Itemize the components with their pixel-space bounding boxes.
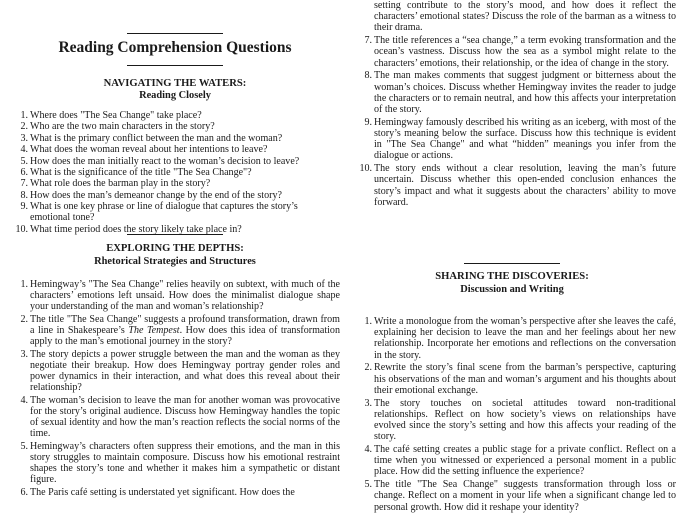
question-text: The Paris café setting is understated yet significant. How does the: [30, 486, 295, 498]
list-item: [352, 316, 676, 361]
question-number: 6 .: [8, 167, 28, 178]
title-top-rule: [127, 33, 223, 34]
question-text: The woman’s decision to leave the man for another woman was provocative for the story’s original audience. Discuss how Hemingway handles the topic of sexual identity and how the man’s reaction reflects the social norms of the time.: [30, 394, 340, 440]
question-text: Where does "The Sea Change" take place?: [30, 110, 202, 121]
question-number: 4 .: [8, 395, 28, 406]
question-text-part: . How does this idea of transformation apply to the man’s emotional journey in the story?: [30, 325, 340, 348]
list-item: [8, 167, 340, 178]
question-text: Hemingway’s "The Sea Change" relies heavily on subtext, with much of the characters’ emotions left unsaid. How does the minimalist dialogue shape your understanding of the man and woman’s relationship?: [30, 279, 340, 313]
question-number: 5 .: [8, 156, 28, 167]
question-number: 4 .: [8, 144, 28, 155]
question-text: The story touches on societal attitudes toward non-traditional relationships. Reflect on how society’s views on relationships have evolved since the story’s setting and how this affects your reading of the story.: [374, 397, 676, 443]
discussion-subheading: Discussion and Writing: [460, 284, 564, 295]
question-number: 7 .: [8, 178, 28, 189]
question-number: 6 .: [8, 487, 28, 498]
reading-closely-list: [8, 110, 340, 235]
question-number: 3 .: [8, 133, 28, 144]
list-item: [8, 349, 340, 394]
question-number: 1 .: [8, 110, 28, 121]
rhetorical-heading: EXPLORING THE DEPTHS:: [106, 243, 244, 254]
question-text: The title references a “sea change,” a term evoking transformation and the ocean’s vastness. Discuss how the sea as a symbol might relate to the characters’ emotions, their relationship, or the idea of change in the story.: [374, 35, 676, 69]
question-text: What is the primary conflict between the man and the woman?: [30, 132, 283, 144]
list-item: [8, 201, 340, 223]
question-text: What is the significance of the title "The Sea Change"?: [30, 166, 252, 178]
list-item: [352, 117, 676, 162]
question-number: 3 .: [352, 398, 372, 409]
question-number: 7 .: [352, 35, 372, 46]
question-text: What is one key phrase or line of dialogue that captures the story’s emotional tone?: [30, 201, 298, 224]
rhetorical-list-part1: [8, 279, 340, 499]
question-number: 8 .: [352, 70, 372, 81]
list-item: [352, 444, 676, 478]
list-item: [352, 479, 676, 513]
question-text: Hemingway famously described his writing as an iceberg, with most of the story’s meaning below the surface. Discuss how this technique is evident in "The Sea Change" and what “hidden” meanings you infer from the dialogue or actions.: [374, 116, 676, 162]
play-title: The Tempest: [128, 325, 180, 336]
question-text: Rewrite the story’s final scene from the barman’s perspective, capturing his observations of the man and woman’s argument and his thoughts about their emotional exchange.: [374, 362, 676, 396]
question-number: 5 .: [352, 479, 372, 490]
question-number: 10 .: [352, 163, 372, 174]
question-number: 9 .: [8, 201, 28, 212]
list-item: [352, 0, 676, 34]
list-item: [8, 133, 340, 144]
list-item: [352, 163, 676, 208]
list-item: [8, 441, 340, 486]
list-item: [8, 314, 340, 348]
list-item: [8, 279, 340, 313]
q6-continuation: setting contribute to the story’s mood, and how does it reflect the characters’ emotional states? Discuss the role of the barman as a witness to their drama.: [374, 0, 676, 34]
question-text: The café setting creates a public stage for a private conflict. Reflect on a time when you witnessed or experienced a personal moment in a public place. How did the setting influence the experience?: [374, 444, 676, 478]
question-text: How does the man initially react to the woman’s decision to leave?: [30, 155, 300, 167]
question-text: What role does the barman play in the story?: [30, 178, 211, 190]
question-number: 2 .: [8, 314, 28, 325]
left-column: [0, 0, 344, 516]
discussion-heading: SHARING THE DISCOVERIES:: [435, 271, 589, 282]
question-text: Write a monologue from the woman’s perspective after she leaves the café, explaining her decision to leave the man and her feelings about her new relationship. Incorporate her emotions and reflections on the conversation in the story.: [374, 316, 676, 361]
discussion-top-rule: [464, 263, 560, 264]
question-number: 9 .: [352, 117, 372, 128]
question-text: Hemingway’s characters often suppress their emotions, and the man in this story struggles to maintain composure. Discuss how his emotional restraint shapes the story’s tone and whether it makes him a sympathetic or distant figure.: [30, 440, 340, 486]
question-text: [30, 314, 340, 348]
rhetorical-subheading: Rhetorical Strategies and Structures: [94, 256, 256, 267]
question-text: The title "The Sea Change" suggests transformation through loss or change. Reflect on a moment in your life when a significant change led to personal growth. How did it reshape your identity?: [374, 479, 676, 513]
list-item: [8, 110, 340, 121]
list-item: [8, 190, 340, 201]
question-number: 5 .: [8, 441, 28, 452]
question-number: 1 .: [352, 316, 372, 327]
question-text-part: The title "The Sea Change" suggests a profound transformation, drawn from a line in Shakespeare’s: [30, 313, 340, 336]
list-item: [352, 362, 676, 396]
question-text: The story ends without a clear resolution, leaving the man’s future uncertain. Discuss whether this open-ended conclusion enhances the story’s impact and what it suggests about the characters’ ability to move forward.: [374, 163, 676, 208]
question-number: 3 .: [8, 349, 28, 360]
question-number: 8 .: [8, 190, 28, 201]
list-item: [352, 70, 676, 115]
question-number: 1 .: [8, 279, 28, 290]
question-text: What time period does the story likely take place in?: [30, 223, 242, 235]
list-item: [8, 178, 340, 189]
rhetorical-list-part2: [352, 0, 676, 210]
reading-closely-heading: NAVIGATING THE WATERS:: [103, 78, 247, 89]
question-text: The story depicts a power struggle between the man and the woman as they negotiate their breakup. How does Hemingway portray gender roles and power dynamics in their interaction, and what does this reveal about their relationship?: [30, 348, 340, 394]
page-title: Reading Comprehension Questions: [58, 39, 292, 56]
list-item: [8, 121, 340, 132]
question-number: 4 .: [352, 444, 372, 455]
title-bottom-rule: [127, 65, 223, 66]
question-text: What does the woman reveal about her intentions to leave?: [30, 144, 268, 156]
reading-closely-subheading: Reading Closely: [139, 90, 211, 101]
list-item: [8, 156, 340, 167]
question-number: 10 .: [8, 224, 28, 235]
question-number: 2 .: [352, 362, 372, 373]
question-number: 2 .: [8, 121, 28, 132]
list-item: [8, 144, 340, 155]
question-text: The man makes comments that suggest judgment or bitterness about the woman’s choices. Discuss whether Hemingway invites the reader to judge the characters or to remain neutral, and how this affects your interpretation of the story.: [374, 70, 676, 116]
list-item: [352, 35, 676, 69]
list-item: [352, 398, 676, 443]
list-item: [8, 487, 340, 498]
list-item: [8, 395, 340, 440]
question-text: Who are the two main characters in the story?: [30, 121, 215, 133]
discussion-list: [352, 316, 676, 514]
rhetorical-top-rule: [127, 234, 223, 235]
question-text: How does the man’s demeanor change by the end of the story?: [30, 189, 282, 201]
